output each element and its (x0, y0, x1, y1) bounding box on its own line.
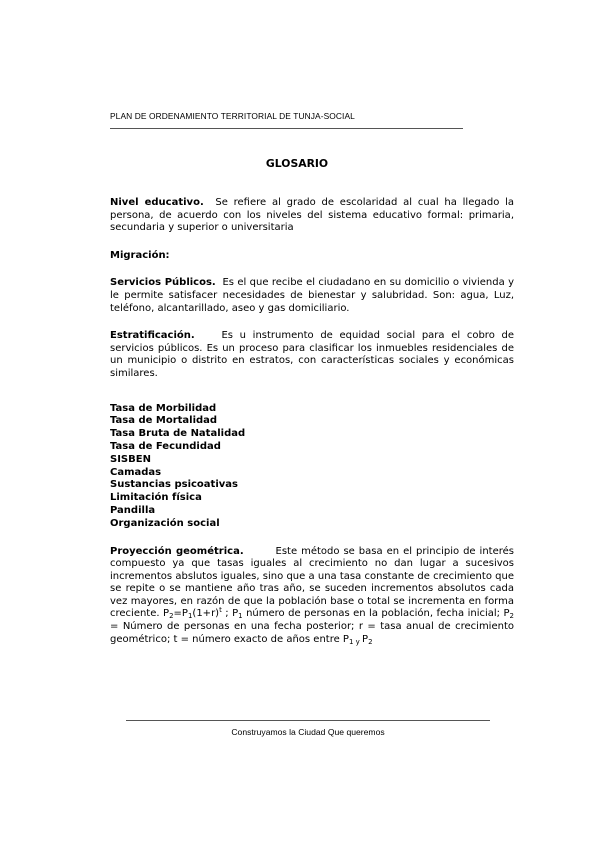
glossary-term: Migración: (110, 249, 170, 261)
glossary-entry (110, 250, 514, 263)
glossary-entry (110, 330, 514, 380)
glossary-entry (110, 277, 514, 315)
list-item: Tasa de Fecundidad (110, 440, 221, 452)
list-item: Tasa de Mortalidad (110, 415, 218, 427)
list-item: Sustancias psicoativas (110, 479, 238, 491)
glossary-body (110, 197, 514, 646)
running-header: PLAN DE ORDENAMIENTO TERRITORIAL DE TUNJA-SOCIAL (110, 111, 355, 121)
glossary-term: Proyección geométrica. (110, 545, 244, 557)
running-footer: Construyamos la Ciudad Que queremos (231, 727, 385, 737)
list-item: Camadas (110, 466, 162, 478)
list-item: Tasa Bruta de Natalidad (110, 428, 246, 440)
glossary-entry (110, 197, 514, 235)
page-title: GLOSARIO (265, 157, 329, 170)
glossary-term: Estratificación. (110, 330, 195, 342)
glossary-term: Nivel educativo. (110, 197, 204, 208)
glossary-term: Servicios Públicos. (110, 277, 216, 289)
list-item: Tasa de Morbilidad (110, 402, 217, 414)
glossary-definition: Este método se basa en el principio de interés compuesto ya que tasas iguales al crecimiento no dan lugar a sucesivos incrementos abslutos iguales, sino que a una tasa constante de crecimiento que se repite o se mantiene año tras año, se suceden incrementos absolutos cada vez mayores, en razón de que la población base o total se incrementa en forma creciente. (110, 545, 514, 620)
glossary-definition: Se refiere al grado de escolaridad al cual ha llegado la persona, de acuerdo con los niveles del sistema educativo formal: primaria, secundaria y superior o universitaria (110, 197, 515, 234)
list-item: Pandilla (110, 504, 156, 516)
footer-rule (126, 720, 490, 721)
formula: $P_2=P_1(1+r)^t$ (163, 606, 222, 621)
header-rule (110, 128, 463, 129)
glossary-definition: Es u instrumento de equidad social para el cobro de servicios públicos. Es un proceso para clasificar los inmuebles residenciales de un municipio o distrito en estratos, con características sociales y económicas similares. (110, 330, 515, 379)
list-item: Organización social (110, 517, 220, 529)
term-list (110, 403, 514, 531)
list-item: SISBEN (110, 453, 151, 465)
list-item: Limitación física (110, 492, 202, 504)
glossary-definition: Es el que recibe el ciudadano en su domicilio o vivienda y le permite satisfacer necesidades de bienestar y salubridad. Son: agua, Luz, teléfono, alcantarillado, aseo y gas domiciliario. (110, 277, 515, 314)
glossary-entry-projection: Proyección geométrica. Este método se basa en el principio de interés compuesto ya que tasas iguales al crecimiento no dan lugar a sucesivos incrementos abslutos iguales, sino que a una tasa constante de crecimiento que se repite o se mantiene año tras año, se suceden incrementos absolutos cada vez mayores, en razón de que la población base o total se incrementa en forma creciente. $P_2=P_1(1+r)^t$ ; $P_1$ número de personas en la población, fecha inicial; $P_2$ = Número de personas en una fecha posterior; r = tasa anual de crecimiento geométrico; t = número exacto de años entre $P_1$ $_y$ $P_2$ (110, 545, 514, 646)
